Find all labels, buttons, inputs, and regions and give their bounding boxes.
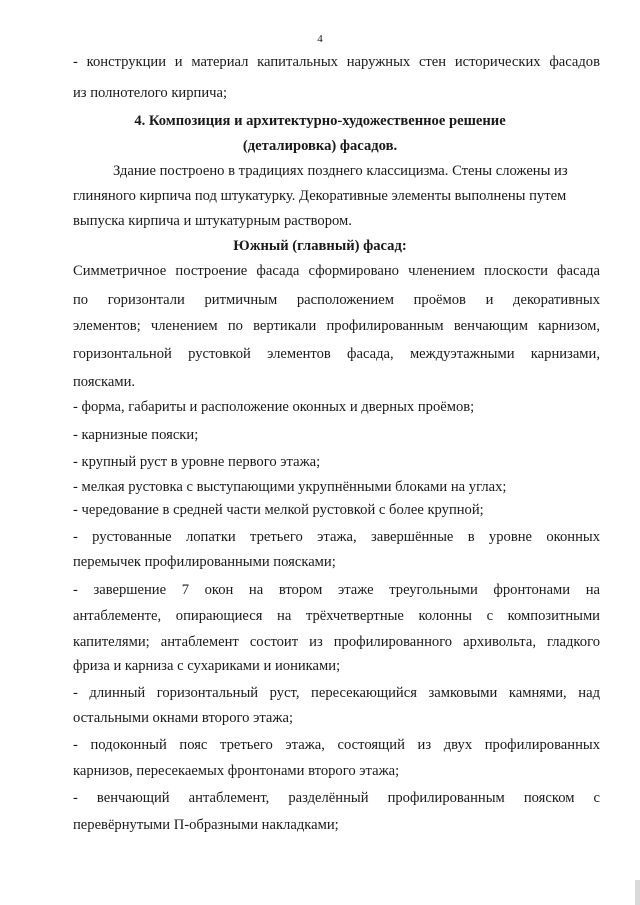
list-item-continuation: капителями; антаблемент состоит из профилированного архивольта, гладкого: [73, 634, 600, 650]
list-item: - крупный руст в уровне первого этажа;: [73, 454, 321, 470]
scan-edge: [635, 880, 640, 905]
text-line: выпуска кирпича и штукатурным раствором.: [73, 213, 352, 229]
list-item: - подоконный пояс третьего этажа, состоящий из двух профилированных: [73, 737, 600, 753]
list-item-continuation: антаблементе, опирающиеся на трёхчетвертные колонны с композитными: [73, 608, 600, 624]
list-item: - рустованные лопатки третьего этажа, завершённые в уровне оконных: [73, 529, 600, 545]
list-item: - форма, габариты и расположение оконных и дверных проёмов;: [73, 399, 475, 415]
paragraph-first-line: Здание построено в традициях позднего классицизма. Стены сложены из: [113, 163, 568, 179]
text-line: горизонтальной рустовкой элементов фасада, междуэтажными карнизами,: [73, 346, 600, 362]
text-line: глиняного кирпича под штукатурку. Декоративные элементы выполнены путем: [73, 188, 567, 204]
list-item-continuation: карнизов, пересекаемых фронтонами второго этажа;: [73, 763, 400, 779]
text-line: - конструкции и материал капитальных наружных стен исторических фасадов: [73, 54, 600, 70]
list-item: - венчающий антаблемент, разделённый профилированным пояском с: [73, 790, 600, 806]
section-heading: (деталировка) фасадов.: [242, 138, 398, 154]
text-line: элементов; членением по вертикали профилированным венчающим карнизом,: [73, 318, 600, 334]
list-item-continuation: остальными окнами второго этажа;: [73, 710, 293, 726]
text-line: по горизонтали ритмичным расположением проёмов и декоративных: [73, 292, 600, 308]
text-line: поясками.: [73, 374, 136, 390]
list-item-continuation: фриза и карниза с сухариками и иониками;: [73, 658, 341, 674]
list-item: - мелкая рустовка с выступающими укрупнёнными блоками на углах;: [73, 479, 507, 495]
text-line: Симметричное построение фасада сформировано членением плоскости фасада: [73, 263, 600, 279]
list-item: - завершение 7 окон на втором этаже треугольными фронтонами на: [73, 582, 600, 598]
subsection-heading: Южный (главный) фасад:: [233, 238, 407, 254]
page-number: 4: [317, 33, 323, 45]
list-item: - карнизные пояски;: [73, 427, 199, 443]
list-item: - чередование в средней части мелкой рустовкой с более крупной;: [73, 502, 484, 518]
list-item-continuation: перемычек профилированными поясками;: [73, 554, 336, 570]
text-line: из полнотелого кирпича;: [73, 85, 228, 101]
section-heading: 4. Композиция и архитектурно-художественное решение: [134, 113, 506, 129]
list-item: - длинный горизонтальный руст, пересекающийся замковыми камнями, над: [73, 685, 600, 701]
list-item-continuation: перевёрнутыми П-образными накладками;: [73, 817, 339, 833]
